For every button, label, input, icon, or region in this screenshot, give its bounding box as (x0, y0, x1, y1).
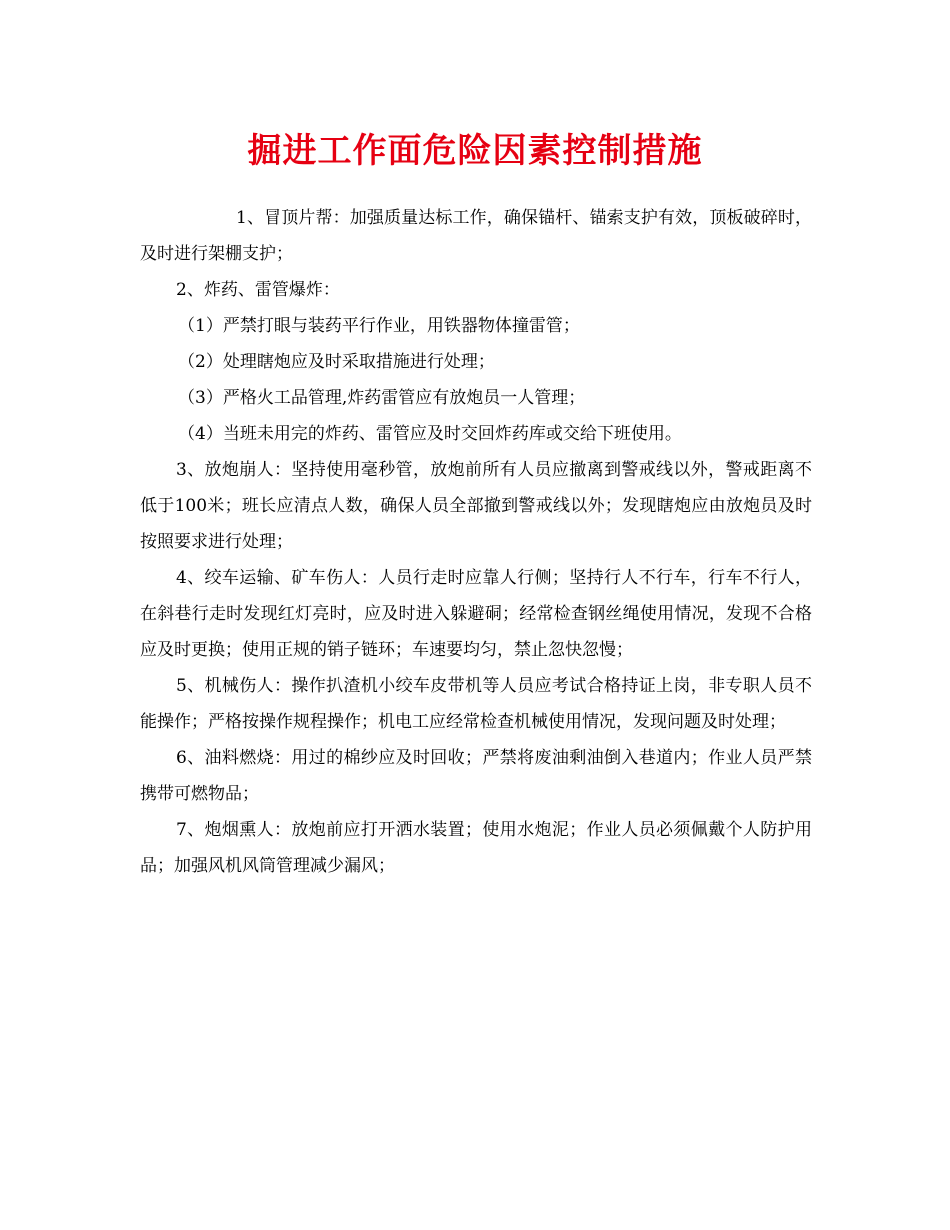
paragraph-roof-fall: 1、冒顶片帮：加强质量达标工作，确保锚杆、锚索支护有效，顶板破碎时，及时进行架棚支护； (140, 208, 812, 264)
paragraph-explosives-item-3: （3）严格火工品管理,炸药雷管应有放炮员一人管理； (178, 388, 586, 408)
document-title: 掘进工作面危险因素控制措施 (247, 131, 703, 171)
paragraph-blast-fumes: 7、炮烟熏人：放炮前应打开洒水装置；使用水炮泥；作业人员必须佩戴个人防护用品；加强风机风筒管理减少漏风； (140, 820, 812, 876)
document-body (140, 200, 812, 884)
paragraph-oil-fire: 6、油料燃烧：用过的棉纱应及时回收；严禁将废油剩油倒入巷道内；作业人员严禁携带可燃物品； (140, 748, 812, 804)
paragraph-machinery-injury: 5、机械伤人：操作扒渣机小绞车皮带机等人员应考试合格持证上岗，非专职人员不能操作；严格按操作规程操作；机电工应经常检查机械使用情况，发现问题及时处理； (140, 676, 812, 732)
paragraph-explosives-heading: 2、炸药、雷管爆炸： (176, 280, 340, 300)
paragraph-explosives-item-1: （1）严禁打眼与装药平行作业，用铁器物体撞雷管； (178, 316, 580, 336)
paragraph-blasting-injury: 3、放炮崩人：坚持使用毫秒管，放炮前所有人员应撤离到警戒线以外，警戒距离不低于100米；班长应清点人数，确保人员全部撤到警戒线以外；发现瞎炮应由放炮员及时按照要求进行处理； (140, 460, 812, 552)
paragraph-explosives-item-2: （2）处理瞎炮应及时采取措施进行处理； (178, 352, 495, 372)
paragraph-winch-transport: 4、绞车运输、矿车伤人：人员行走时应靠人行侧；坚持行人不行车，行车不行人，在斜巷行走时发现红灯亮时，应及时进入躲避硐；经常检查钢丝绳使用情况，发现不合格应及时更换；使用正规的销子链环；车速要均匀，禁止忽快忽慢； (140, 568, 812, 660)
paragraph-explosives-item-4: （4）当班未用完的炸药、雷管应及时交回炸药库或交给下班使用。 (178, 424, 682, 444)
